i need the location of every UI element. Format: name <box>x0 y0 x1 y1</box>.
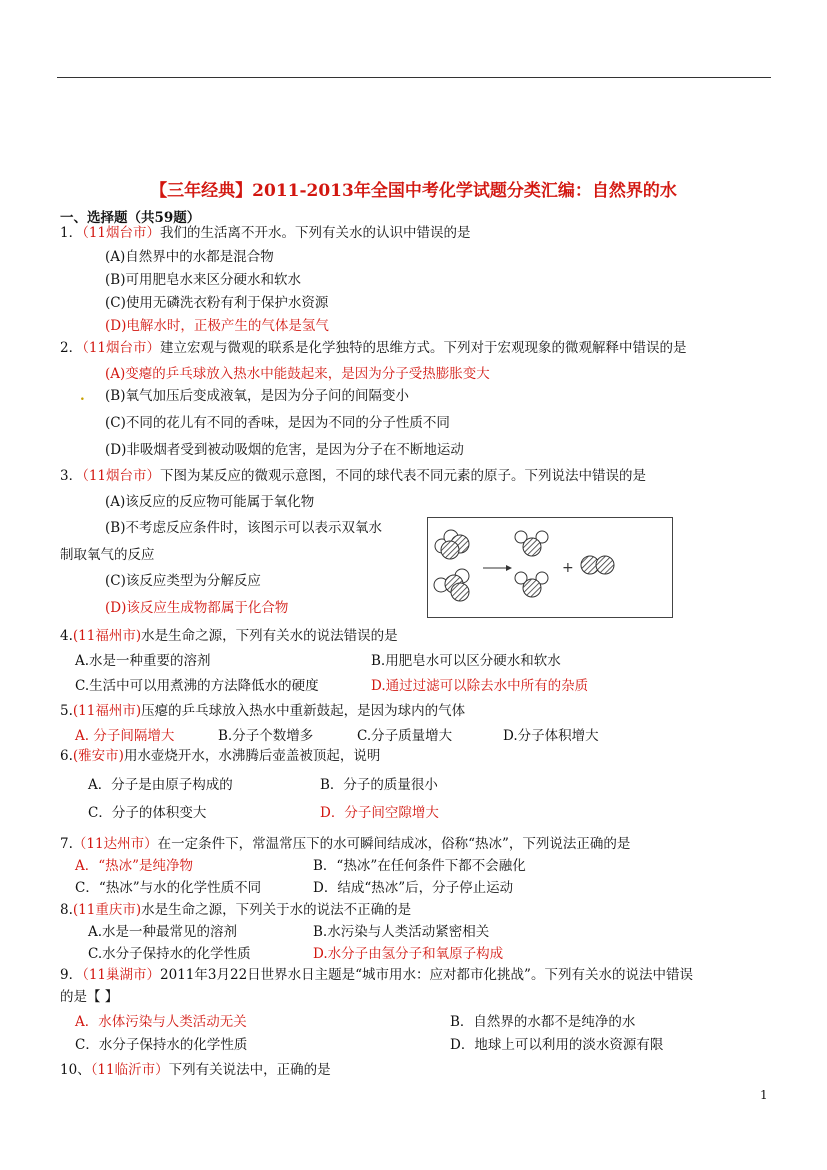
molecule-diagram-svg <box>428 518 672 617</box>
q4-option-a: A.水是一种重要的溶剂 <box>75 653 211 669</box>
q4-option-d: D.通过过滤可以除去水中所有的杂质 <box>371 678 589 694</box>
q4-option-c: C.生活中可以用煮沸的方法降低水的硬度 <box>75 678 319 694</box>
reaction-arrow <box>483 565 512 571</box>
q3-option-c: (C)该反应类型为分解反应 <box>105 573 261 589</box>
question-number: 10、 <box>60 1062 91 1078</box>
question-2 <box>60 339 687 357</box>
q1-option-a: (A)自然界中的水都是混合物 <box>105 249 274 265</box>
plus-sign: + <box>562 560 574 576</box>
question-stem: 用水壶烧开水，水沸腾后壶盖被顶起，说明 <box>123 748 381 764</box>
q9-option-d: D．地球上可以利用的淡水资源有限 <box>450 1037 664 1053</box>
section-heading: 一、选择题（共59题） <box>60 210 201 226</box>
q7-option-a: A．“热冰”是纯净物 <box>75 858 194 874</box>
q7-option-b: B．“热冰”在任何条件下都不会融化 <box>313 858 526 874</box>
reactant-molecule-1 <box>435 530 469 559</box>
q6-option-b: B．分子的质量很小 <box>320 777 438 793</box>
question-number: 8. <box>60 902 73 918</box>
q9-option-b: B．自然界的水都不是纯净的水 <box>450 1014 636 1030</box>
question-number: 9． <box>60 967 83 983</box>
q7-option-d: D．结成“热冰”后，分子停止运动 <box>313 880 514 896</box>
q5-option-a: A. 分子间隔增大 <box>75 728 175 744</box>
question-10 <box>60 1061 331 1079</box>
question-number: 6. <box>60 748 73 764</box>
q3-option-a: (A)该反应的反应物可能属于氧化物 <box>105 494 315 510</box>
q9-option-a: A．水体污染与人类活动无关 <box>75 1014 247 1030</box>
question-source: （11达州市） <box>72 836 158 852</box>
q5-option-d: D.分子体积增大 <box>503 728 599 744</box>
q5-option-c: C.分子质量增大 <box>357 728 453 744</box>
question-number: 1． <box>60 225 83 241</box>
question-stem: 2011年3月22日世界水日主题是“城市用水：应对都市化挑战”。下列有关水的说法中错误 <box>160 967 693 983</box>
q9-option-c: C．水分子保持水的化学性质 <box>75 1037 248 1053</box>
q2-option-c: (C)不同的花儿有不同的香味，是因为不同的分子性质不同 <box>105 415 450 431</box>
question-number: 5. <box>60 703 73 719</box>
q8-option-a: A.水是一种最常见的溶剂 <box>88 924 238 940</box>
q6-option-c: C．分子的体积变大 <box>88 805 207 821</box>
product-molecule-2 <box>515 572 548 597</box>
q3-option-b: (B)不考虑反应条件时，该图示可以表示双氧水 <box>105 520 382 536</box>
question-source: (11福州市) <box>72 628 142 644</box>
document-title: 【三年经典】2011-2013年全国中考化学试题分类汇编：自然界的水 <box>150 181 677 201</box>
question-source: (雅安市) <box>72 748 124 764</box>
reaction-diagram <box>427 517 673 618</box>
question-stem: 我们的生活离不开水。下列有关水的认识中错误的是 <box>160 225 471 241</box>
question-source: （11烟台市） <box>82 468 161 484</box>
q8-option-c: C.水分子保持水的化学性质 <box>88 946 251 962</box>
q6-option-d: D．分子间空隙增大 <box>320 805 439 821</box>
q8-option-b: B.水污染与人类活动紧密相关 <box>313 924 490 940</box>
q7-option-c: C．“热冰”与水的化学性质不同 <box>75 880 262 896</box>
q1-option-d: (D)电解水时，正极产生的气体是氢气 <box>105 318 329 334</box>
question-stem: 下图为某反应的微观示意图，不同的球代表不同元素的原子。下列说法中错误的是 <box>160 468 647 484</box>
question-source: （11临沂市） <box>90 1062 169 1078</box>
question-7 <box>60 835 630 853</box>
question-stem: 在一定条件下，常温常压下的水可瞬间结成冰，俗称“热冰”，下列说法正确的是 <box>157 836 631 852</box>
question-5 <box>60 702 465 720</box>
question-stem: 建立宏观与微观的联系是化学独特的思维方式。下列对于宏观现象的微观解释中错误的是 <box>160 340 687 356</box>
question-4 <box>60 627 398 645</box>
question-number: 4. <box>60 628 73 644</box>
reactant-molecule-2 <box>434 569 469 601</box>
q6-option-a: A．分子是由原子构成的 <box>88 777 233 793</box>
question-source: （11烟台市） <box>82 225 161 241</box>
stray-mark: . <box>80 388 85 404</box>
question-number: 3． <box>60 468 83 484</box>
q5-option-b: B.分子个数增多 <box>218 728 314 744</box>
q1-option-c: (C)使用无磷洗衣粉有利于保护水资源 <box>105 295 329 311</box>
product-molecule-o2 <box>581 556 614 574</box>
question-stem: 下列有关说法中，正确的是 <box>168 1062 331 1078</box>
q2-option-b: (B)氧气加压后变成液氧，是因为分子问的间隔变小 <box>105 388 409 404</box>
header-rule <box>57 77 771 78</box>
question-source: (11重庆市) <box>72 902 142 918</box>
q3-option-d: (D)该反应生成物都属于化合物 <box>105 600 289 616</box>
question-stem: 水是生命之源，下列关于水的说法不正确的是 <box>141 902 412 918</box>
question-source: (11福州市) <box>72 703 142 719</box>
question-3 <box>60 467 646 485</box>
q3-option-b-cont: 制取氧气的反应 <box>60 547 155 563</box>
question-number: 7. <box>60 836 73 852</box>
question-stem: 水是生命之源，下列有关水的说法错误的是 <box>141 628 398 644</box>
question-source: （11巢湖市） <box>82 967 161 983</box>
question-6 <box>60 747 380 765</box>
question-source: （11烟台市） <box>82 340 161 356</box>
q1-option-b: (B)可用肥皂水来区分硬水和软水 <box>105 272 301 288</box>
q2-option-d: (D)非吸烟者受到被动吸烟的危害，是因为分子在不断地运动 <box>105 442 464 458</box>
question-stem: 压瘪的乒乓球放入热水中重新鼓起，是因为球内的气体 <box>141 703 466 719</box>
question-8 <box>60 901 411 919</box>
page-number: 1 <box>760 1088 768 1102</box>
question-9 <box>60 966 693 984</box>
product-molecule-1 <box>515 531 548 556</box>
question-number: 2． <box>60 340 83 356</box>
question-1 <box>60 224 471 242</box>
q4-option-b: B.用肥皂水可以区分硬水和软水 <box>371 653 561 669</box>
q2-option-a: (A)变瘪的乒乓球放入热水中能鼓起来，是因为分子受热膨胀变大 <box>105 366 490 382</box>
q8-option-d: D.水分子由氢分子和氧原子构成 <box>313 946 504 962</box>
q9-stem-cont: 的是【 】 <box>60 989 119 1005</box>
